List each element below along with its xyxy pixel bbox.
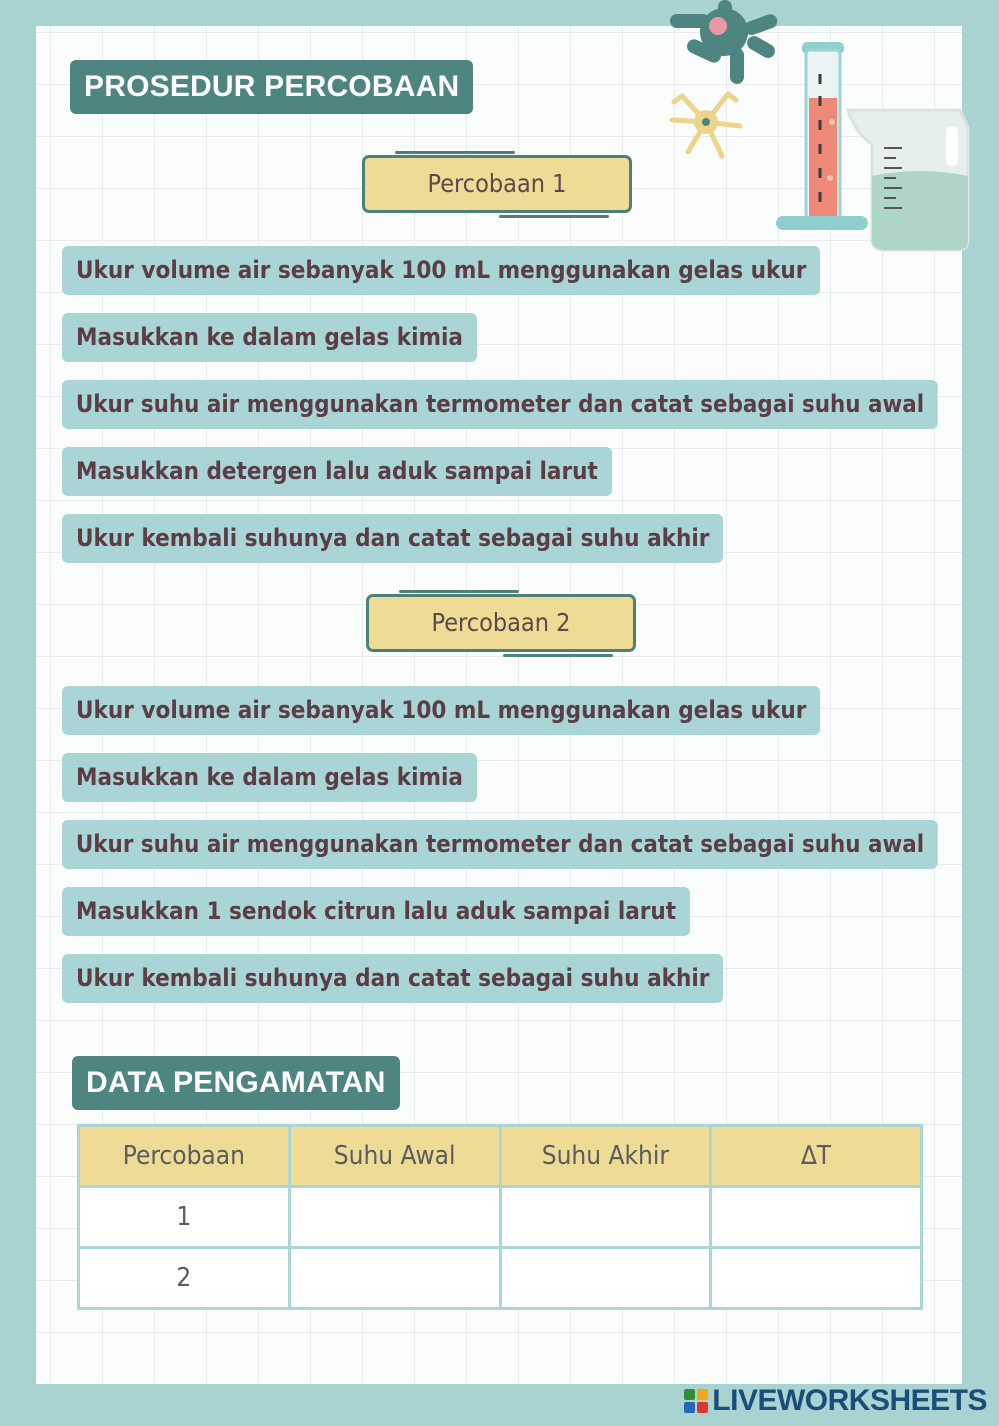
trial-number-cell: 2 (79, 1248, 290, 1309)
trial-2-step-5: Ukur kembali suhunya dan catat sebagai suhu akhir (62, 954, 723, 1003)
column-header-initial-temp: Suhu Awal (289, 1126, 500, 1187)
procedure-heading: PROSEDUR PERCOBAAN (70, 60, 473, 114)
delta-t-input[interactable] (711, 1187, 922, 1248)
observation-table (77, 1124, 923, 1310)
trial-2-step-3: Ukur suhu air menggunakan termometer dan catat sebagai suhu awal (62, 820, 938, 869)
final-temp-input[interactable] (500, 1248, 711, 1309)
trial-number-cell: 1 (79, 1187, 290, 1248)
initial-temp-input[interactable] (289, 1187, 500, 1248)
logo-text: LIVEWORKSHEETS (712, 1384, 987, 1417)
trial-1-step-4: Masukkan detergen lalu aduk sampai larut (62, 447, 612, 496)
trial-1-step-2: Masukkan ke dalam gelas kimia (62, 313, 477, 362)
initial-temp-input[interactable] (289, 1248, 500, 1309)
trial-2-step-2: Masukkan ke dalam gelas kimia (62, 753, 477, 802)
trial-2-label: Percobaan 2 (366, 594, 636, 652)
column-header-trial: Percobaan (79, 1126, 290, 1187)
column-header-delta-t: ∆T (711, 1126, 922, 1187)
final-temp-input[interactable] (500, 1187, 711, 1248)
trial-1-label: Percobaan 1 (362, 155, 632, 213)
trial-1-step-3: Ukur suhu air menggunakan termometer dan catat sebagai suhu awal (62, 380, 938, 429)
table-row (79, 1248, 922, 1309)
neuron-icon (668, 86, 744, 162)
table-row (79, 1187, 922, 1248)
table-header-row (79, 1126, 922, 1187)
beaker-icon (842, 104, 972, 254)
trial-1-step-5: Ukur kembali suhunya dan catat sebagai suhu akhir (62, 514, 723, 563)
liveworksheets-logo[interactable] (684, 1384, 987, 1418)
trial-1-step-1: Ukur volume air sebanyak 100 mL menggunakan gelas ukur (62, 246, 820, 295)
trial-2-step-4: Masukkan 1 sendok citrun lalu aduk sampai larut (62, 887, 690, 936)
delta-t-input[interactable] (711, 1248, 922, 1309)
trial-2-step-1: Ukur volume air sebanyak 100 mL menggunakan gelas ukur (62, 686, 820, 735)
column-header-final-temp: Suhu Akhir (500, 1126, 711, 1187)
bacteria-icon (668, 0, 780, 88)
observation-heading: DATA PENGAMATAN (72, 1056, 400, 1110)
liveworksheets-logo-mark-icon (684, 1389, 708, 1413)
